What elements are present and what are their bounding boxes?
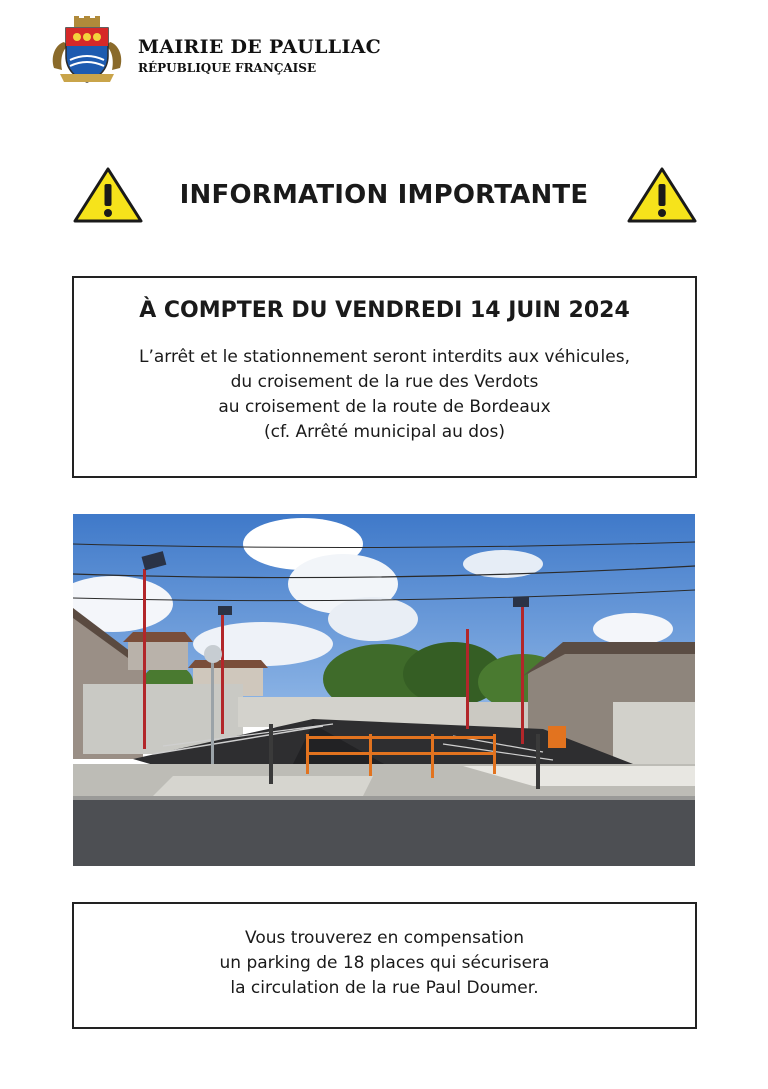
compensation-text [74,926,695,1001]
compensation-box [72,902,697,1029]
announcement-line: L’arrêt et le stationnement seront interdits aux véhicules, [138,347,630,367]
organization-subtitle: RÉPUBLIQUE FRANÇAISE [138,61,317,75]
announcement-heading: À COMPTER DU VENDREDI 14 JUIN 2024 [139,298,630,323]
coat-of-arms-logo [48,16,126,86]
announcement-box [72,276,697,478]
compensation-line: Vous trouverez en compensation [245,928,524,948]
announcement-line: au croisement de la route de Bordeaux [218,397,551,417]
warning-triangle-icon [626,166,698,224]
parking-lot-photo [73,514,695,866]
compensation-line: un parking de 18 places qui sécurisera [219,953,550,973]
announcement-line: du croisement de la rue des Verdots [230,372,539,392]
organization-name: MAIRIE DE PAULLIAC [138,36,382,58]
compensation-line: la circulation de la rue Paul Doumer. [230,978,539,998]
announcement-text [74,345,695,445]
page-title: INFORMATION IMPORTANTE [179,180,589,210]
announcement-line: (cf. Arrêté municipal au dos) [264,422,505,442]
